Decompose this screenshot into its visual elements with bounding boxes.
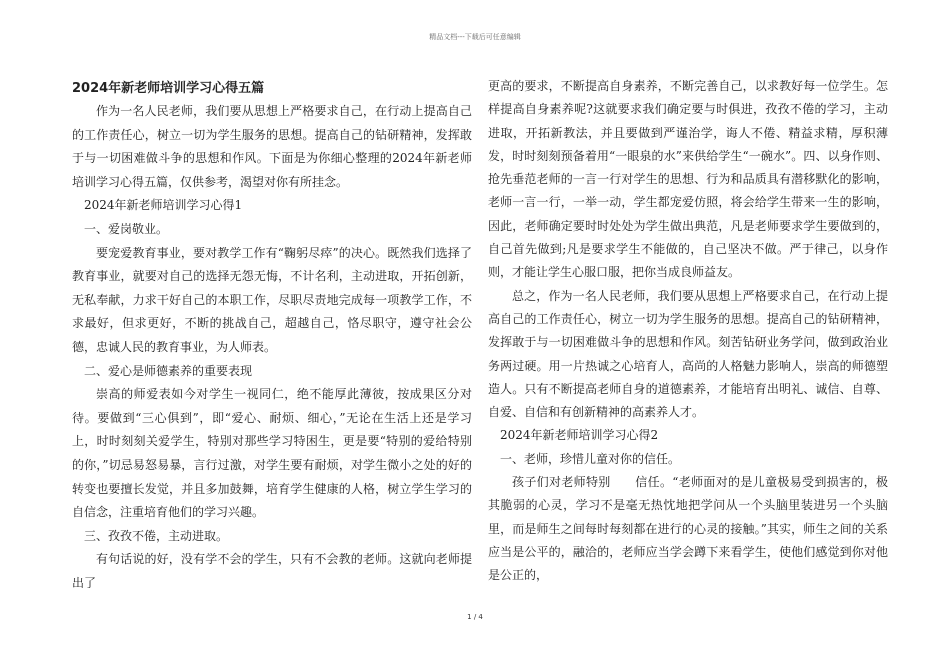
section-heading: 三、孜孜不倦，主动进取。 <box>84 528 229 543</box>
body-paragraph: 崇高的师爱表如今对学生一视同仁，绝不能厚此薄彼，按成果区分对待。要做到“三心俱到”，即“爱心、耐烦、细心，”无论在生活上还是学习上，时时刻刻关爱学生，特别对那些学习特困生，更是要“特别的爱给特别的你，”切忌易怒易暴，言行过激，对学生要有耐烦，对学生微小之处的好的转变也要擅长发觉，并且多加鼓舞，培育学生健康的人格，树立学生学习的自信念，注重培育他们的学习兴趣。 <box>72 387 472 520</box>
body-paragraph: 作为一名人民老师，我们要从思想上严格要求自己，在行动上提高自己的工作责任心，树立一切为学生服务的思想。提高自己的钻研精神，发挥敢于与一切困难做斗争的思想和作风。下面是为你细心整理的2024年新老师培训学习心得五篇，仅供参考，渴望对你有所挂念。 <box>72 104 472 189</box>
right-column <box>488 75 888 588</box>
left-column <box>72 78 472 595</box>
section-heading: 2024年新老师培训学习心得2 <box>500 428 659 443</box>
body-paragraph: 有句话说的好，没有学不会的学生，只有不会教的老师。这就向老师提出了 <box>72 552 472 590</box>
document-title: 2024年新老师培训学习心得五篇 <box>72 81 265 96</box>
body-paragraph: 总之，作为一名人民老师，我们要从思想上严格要求自己，在行动上提高自己的工作责任心，树立一切为学生服务的思想。提高自己的钻研精神，发挥敢于与一切困难做斗争的思想和作风。刻苦钻研业务学问，做到政治业务两过硬。用一片热诚之心培育人，高尚的人格魅力影响人，崇高的师德塑造人。只有不断提高老师自身的道德素养，才能培育出明礼、诚信、自尊、自爱、自信和有创新精神的高素养人才。 <box>488 288 888 420</box>
body-paragraph: 要宠爱教育事业，要对教学工作有“鞠躬尽瘁”的决心。既然我们选择了教育事业，就要对自己的选择无怨无悔，不计名利，主动进取，开拓创新，无私奉献，力求干好自己的本职工作，尽职尽责地完成每一项教学工作，不求最好，但求更好，不断的挑战自己，超越自己，恪尽职守，遵守社会公德，忠诚人民的教育事业，为人师表。 <box>72 245 472 354</box>
body-paragraph: 更高的要求，不断提高自身素养，不断完善自己，以求教好每一位学生。怎样提高自身素养呢?这就要求我们确定要与时俱进，孜孜不倦的学习，主动进取，开拓新教法，并且要做到严谨治学，诲人不倦、精益求精，厚积薄发，时时刻刻预备着用“一眼泉的水”来供给学生“一碗水”。四、以身作则、抢先垂范老师的一言一行对学生的思想、行为和品质具有潜移默化的影响，老师一言一行，一举一动，学生都宠爱仿照，将会给学生带来一生的影响，因此，老师确定要时时处处为学生做出典范，凡是老师要求学生要做到的，自己首先做到;凡是要求学生不能做的，自己坚决不做。严于律己，以身作则，才能让学生心服口服，把你当成良师益友。 <box>488 79 888 280</box>
page-header: 精品文档---下载后可任意编辑 <box>429 33 521 41</box>
page-number: 1 / 4 <box>467 613 483 621</box>
section-heading: 一、老师，珍惜儿童对你的信任。 <box>500 451 681 466</box>
section-heading: 2024年新老师培训学习心得1 <box>84 198 243 213</box>
section-heading: 二、爱心是师德素养的重要表现 <box>84 363 253 378</box>
right-column-body <box>488 75 888 588</box>
body-paragraph: 孩子们对老师特别 信任。“老师面对的是儿童极易受到损害的，极其脆弱的心灵，学习不是毫无热忱地把学问从一个头脑里装进另一个头脑里，而是师生之间每时每刻都在进行的心灵的接触。”其实，师生之间的关系应当是公平的，融洽的，老师应当学会蹲下来看学生，使他们感觉到你对他是公正的， <box>488 475 888 583</box>
section-heading: 一、爱岗敬业。 <box>84 221 169 236</box>
left-column-body <box>72 100 472 595</box>
